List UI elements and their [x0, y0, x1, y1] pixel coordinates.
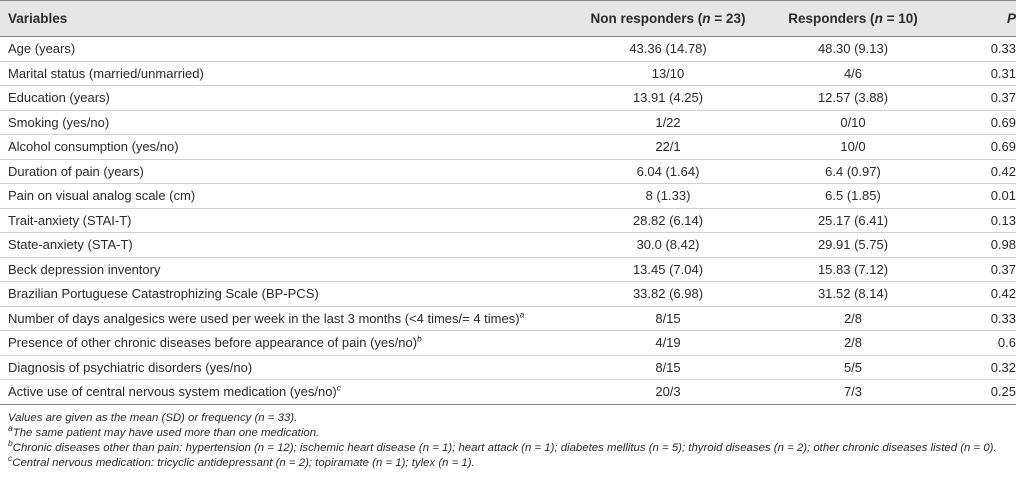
cell-variable: Pain on visual analog scale (cm): [8, 188, 196, 204]
header-non-responders-n: n: [702, 11, 711, 26]
cell-p-value: 0.33: [990, 41, 1016, 57]
header-variables: Variables: [8, 11, 68, 26]
table-row: [0, 355, 1016, 380]
footnote-a-text: The same patient may have used more than one medication.: [12, 426, 320, 439]
cell-variable: Age (years): [8, 41, 76, 57]
cell-p-value: 0.13: [990, 212, 1016, 228]
cell-responders: 2/8: [843, 310, 863, 326]
footnote-c-text: Central nervous medication: tricyclic antidepressant (n = 2); topiramate (n = 1); tylex (n = 1).: [12, 457, 475, 470]
header-non-responders: [568, 1, 768, 37]
cell-responders: 12.57 (3.88): [817, 90, 889, 106]
cell-non-responders: 43.36 (14.78): [629, 41, 707, 57]
table-row: [0, 184, 1016, 209]
header-responders-prefix: Responders (: [788, 11, 875, 26]
cell-non-responders: 8/15: [655, 310, 681, 326]
cell-p-value: 0.37: [990, 261, 1016, 277]
cell-non-responders: 8/15: [655, 359, 681, 375]
header-p-value: [938, 1, 1016, 37]
cell-responders: 15.83 (7.12): [817, 261, 889, 277]
cell-non-responders: 22/1: [655, 139, 681, 155]
footnote-a-mark: a: [8, 423, 13, 433]
cell-responders: 48.30 (9.13): [817, 41, 889, 57]
cell-non-responders: 13/10: [651, 65, 685, 81]
footnote-marker-a: a: [519, 309, 525, 320]
cell-responders: 10/0: [840, 139, 866, 155]
table-row: [0, 233, 1016, 258]
cell-variable: [0, 331, 568, 356]
cell-responders: 6.5 (1.85): [825, 188, 881, 204]
cell-p-value: 0.31: [990, 65, 1016, 81]
footnote-c-mark: c: [8, 453, 13, 464]
cell-variable: Alcohol consumption (yes/no): [8, 139, 179, 155]
table-footnotes: [0, 405, 1016, 472]
table-row: [0, 135, 1016, 160]
cell-p-value: 0.98: [990, 237, 1016, 253]
cell-variable: Duration of pain (years): [8, 163, 144, 179]
table-row: [0, 37, 1016, 62]
header-non-responders-count: = 23): [710, 11, 746, 26]
cell-variable: Brazilian Portuguese Catastrophizing Scale (BP-PCS): [8, 286, 319, 302]
cell-non-responders: 6.04 (1.64): [636, 163, 700, 179]
cell-responders: 5/5: [843, 359, 863, 375]
footnote-c: [8, 453, 1008, 471]
cell-responders: 0/10: [840, 114, 866, 130]
table-row: [0, 61, 1016, 86]
header-p-label: P: [1006, 11, 1016, 26]
cell-p-value: 0.69: [990, 114, 1016, 130]
table-header-row: [0, 1, 1016, 37]
table-row: [0, 257, 1016, 282]
header-non-responders-prefix: Non responders (: [590, 11, 703, 26]
cell-non-responders: 13.91 (4.25): [632, 90, 704, 106]
cell-p-value: 0.32: [990, 359, 1016, 375]
footnote-b: [8, 438, 1008, 456]
cell-responders: 25.17 (6.41): [817, 212, 889, 228]
table-row: [0, 306, 1016, 331]
cell-responders: 6.4 (0.97): [825, 163, 881, 179]
cell-p-value: 0.37: [990, 90, 1016, 106]
header-responders-count: = 10): [882, 11, 918, 26]
cell-variable: Education (years): [8, 90, 110, 106]
footnote-b-text: Chronic diseases other than pain: hypertension (n = 12); ischemic heart disease (n = 1); heart attack (n = 1); diabetes mellitus (n = 5); thyroid diseases (n = 2); other chronic diseases listed (n = 0).: [12, 442, 997, 455]
cell-p-value: 0.01: [990, 188, 1016, 204]
cell-responders: 7/3: [843, 384, 863, 400]
cell-non-responders: 1/22: [655, 114, 681, 130]
cell-variable: Smoking (yes/no): [8, 114, 110, 130]
table-row: [0, 380, 1016, 405]
cell-p-value: 0.42: [990, 286, 1016, 302]
cell-non-responders: 20/3: [655, 384, 681, 400]
cell-responders: 4/6: [843, 65, 863, 81]
cell-non-responders: 8 (1.33): [645, 188, 691, 204]
cell-non-responders: 33.82 (6.98): [632, 286, 704, 302]
table-row: [0, 159, 1016, 184]
cell-variable-text: Presence of other chronic diseases before appearance of pain (yes/no): [8, 335, 418, 351]
cell-variable: [0, 306, 568, 331]
cell-variable-text: Number of days analgesics were used per week in the last 3 months (<4 times/= 4 times): [8, 310, 520, 326]
cell-variable: Beck depression inventory: [8, 261, 161, 277]
cell-responders: 2/8: [843, 335, 863, 351]
cell-non-responders: 28.82 (6.14): [632, 212, 704, 228]
cell-variable: [0, 380, 568, 405]
footnote-marker-c: c: [336, 382, 342, 393]
cell-p-value: 0.6: [997, 335, 1016, 351]
table-row: [0, 208, 1016, 233]
footnote-a: [8, 423, 1008, 441]
table-row: [0, 282, 1016, 307]
table-row: [0, 331, 1016, 356]
cell-p-value: 0.33: [990, 310, 1016, 326]
cell-variable: Diagnosis of psychiatric disorders (yes/no): [8, 359, 253, 375]
cell-p-value: 0.42: [990, 163, 1016, 179]
header-responders-n: n: [874, 11, 883, 26]
cell-non-responders: 30.0 (8.42): [636, 237, 700, 253]
cell-non-responders: 4/19: [655, 335, 681, 351]
cell-responders: 29.91 (5.75): [817, 237, 889, 253]
table-row: [0, 110, 1016, 135]
cell-variable: Marital status (married/unmarried): [8, 65, 204, 81]
cell-variable: Trait-anxiety (STAI-T): [8, 212, 132, 228]
footnote-values: Values are given as the mean (SD) or frequency (n = 33).: [8, 411, 298, 424]
cell-variable-text: Active use of central nervous system medication (yes/no): [8, 384, 337, 400]
footnote-marker-b: b: [417, 333, 422, 344]
footnote-b-mark: b: [8, 438, 13, 449]
cell-non-responders: 13.45 (7.04): [632, 261, 704, 277]
cell-p-value: 0.69: [990, 139, 1016, 155]
header-responders: [768, 1, 938, 37]
cell-variable: State-anxiety (STA-T): [8, 237, 133, 253]
cell-p-value: 0.25: [990, 384, 1016, 400]
table-row: [0, 86, 1016, 111]
cell-responders: 31.52 (8.14): [817, 286, 889, 302]
